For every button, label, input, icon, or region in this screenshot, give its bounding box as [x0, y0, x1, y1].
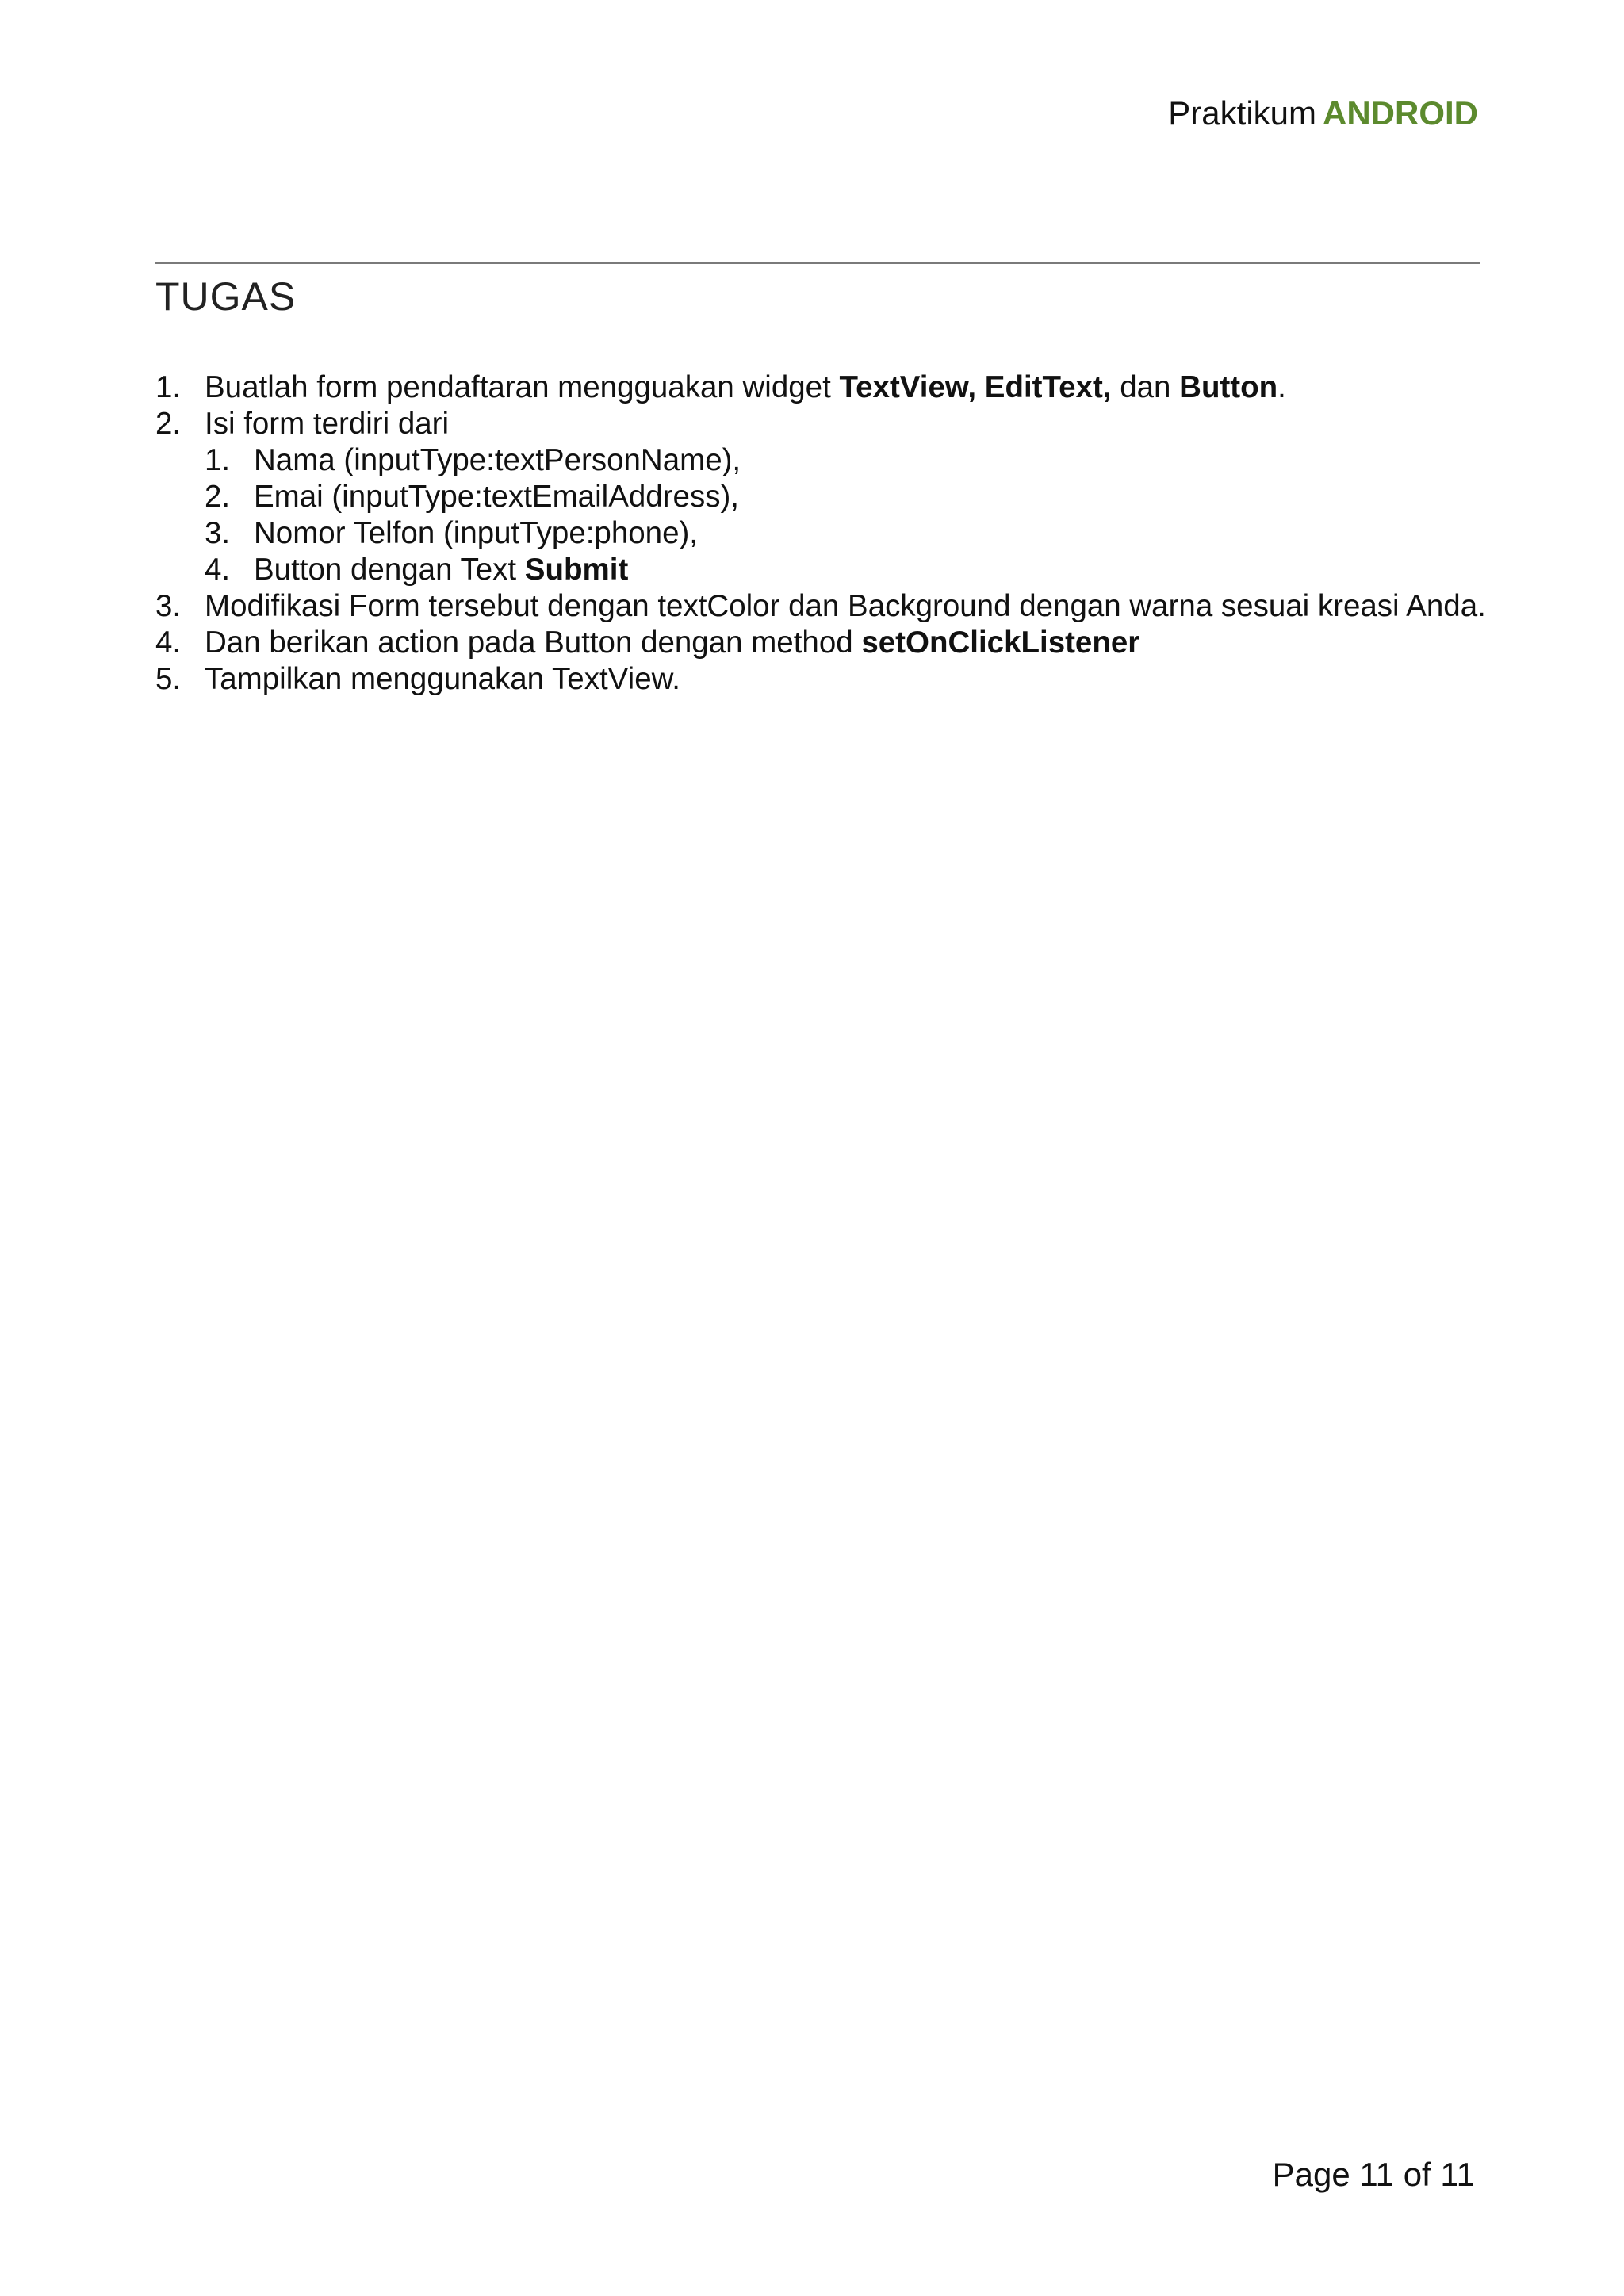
task-number: 1.: [155, 370, 182, 404]
sub-task-number: 3.: [205, 516, 231, 550]
task-text: Buatlah form pendaftaran mengguakan widget: [205, 370, 840, 404]
task-text: Modifikasi Form tersebut dengan textColor dan Background dengan warna sesuai kreasi Anda.: [205, 589, 1486, 623]
task-bold-method: setOnClickListener: [861, 626, 1140, 660]
task-number: 2.: [155, 407, 182, 441]
task-bold-button: Button: [1179, 370, 1278, 404]
task-item-3: [155, 588, 1503, 625]
sub-task-text: Nama (inputType:textPersonName),: [254, 443, 741, 477]
header-accent: ANDROID: [1323, 94, 1478, 132]
sub-task-bold-submit: Submit: [524, 553, 629, 587]
task-list: [155, 369, 1503, 698]
sub-task-list: [205, 442, 1503, 588]
sub-task-item-2: [205, 479, 1503, 515]
sub-task-text: Button dengan Text: [254, 553, 525, 587]
sub-task-item-3: [205, 515, 1503, 552]
task-number: 4.: [155, 626, 182, 660]
task-text: .: [1277, 370, 1286, 404]
sub-task-item-1: [205, 442, 1503, 479]
sub-task-number: 2.: [205, 480, 231, 514]
task-number: 3.: [155, 589, 182, 623]
page-number: Page 11 of 11: [1272, 2156, 1475, 2193]
task-bold-widgets: TextView, EditText,: [839, 370, 1112, 404]
task-item-4: [155, 625, 1503, 661]
section-divider: [155, 262, 1480, 264]
section-title: TUGAS: [155, 274, 297, 319]
task-number: 5.: [155, 662, 182, 696]
task-text: dan: [1111, 370, 1180, 404]
task-text: Isi form terdiri dari: [205, 407, 450, 441]
task-item-2: [155, 406, 1503, 588]
sub-task-text: Nomor Telfon (inputType:phone),: [254, 516, 698, 550]
task-text: Tampilkan menggunakan TextView.: [205, 662, 680, 696]
task-item-5: [155, 661, 1503, 698]
sub-task-number: 1.: [205, 443, 231, 477]
task-text: Dan berikan action pada Button dengan method: [205, 626, 862, 660]
sub-task-text: Emai (inputType:textEmailAddress),: [254, 480, 739, 514]
task-item-1: [155, 369, 1503, 406]
sub-task-item-4: [205, 552, 1503, 588]
header-prefix: Praktikum: [1168, 94, 1316, 132]
page-header: [1168, 94, 1478, 133]
sub-task-number: 4.: [205, 553, 231, 587]
